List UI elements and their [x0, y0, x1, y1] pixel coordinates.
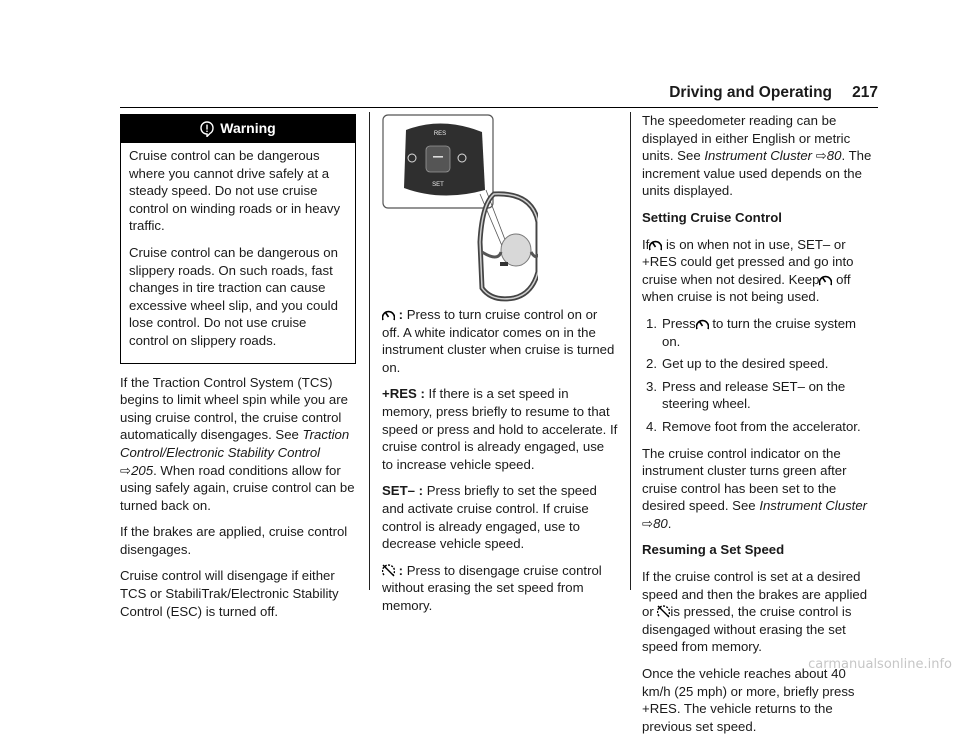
cruise-cancel-icon	[382, 564, 395, 577]
paragraph: Cruise control will disengage if either TCS or StabiliTrak/Electronic Stability Control (ESC) is turned off.	[120, 568, 339, 619]
control-description: : Press to turn cruise control on or off. A white indicator comes on in the instrument cluster when cruise is turned on.	[382, 307, 615, 375]
paragraph: The speedometer reading can be displayed in either English or metric units. See Instrument Cluster ⇨80. The increment value used depends on the units displayed.	[642, 113, 872, 199]
page-ref-icon: ⇨	[642, 515, 654, 531]
control-description: +RES : If there is a set speed in memory, press briefly to resume to that speed or press and hold to accelerate. If cruise control is already engaged, use to increase vehicle speed.	[382, 386, 618, 472]
header-rule	[120, 107, 878, 108]
control-description: : Press to disengage cruise control without erasing the set speed from memory.	[382, 562, 602, 613]
subheading: Setting Cruise Control	[642, 209, 782, 225]
page-reference[interactable]: 205	[131, 462, 154, 478]
warning-text: Cruise control can be dangerous where you cannot drive safely at a steady speed. Do not use cruise control on winding roads or in heavy traffic.	[129, 148, 341, 234]
page-reference[interactable]: 80	[826, 148, 842, 164]
cross-reference[interactable]: Instrument Cluster	[704, 148, 813, 164]
column-1	[120, 112, 356, 629]
list-item: 4. Remove foot from the accelerator.	[646, 418, 861, 434]
page-number: 217	[852, 84, 878, 101]
paragraph: The cruise control indicator on the instrument cluster turns green after cruise control has been set to the desired speed. See Instrument Cluster ⇨80.	[642, 445, 868, 531]
paragraph: If is on when not in use, SET– or +RES could get pressed and go into cruise when not desired. Keep off when cruise is not being used.	[642, 236, 854, 305]
section-title: Driving and Operating	[669, 84, 832, 101]
column-3	[642, 112, 878, 744]
page-reference[interactable]: 80	[653, 515, 668, 531]
paragraph: If the brakes are applied, cruise control disengages.	[120, 524, 348, 557]
cruise-cancel-icon	[657, 605, 670, 618]
set-term: SET– :	[382, 483, 424, 499]
watermark: carmanualsonline.info	[808, 657, 952, 673]
page-ref-icon: ⇨	[120, 462, 132, 478]
list-item: 1. Press to turn the cruise system on.	[646, 315, 857, 349]
page-ref-icon: ⇨	[815, 148, 827, 164]
steps-list	[642, 315, 878, 436]
paragraph: Once the vehicle reaches about 40 km/h (25 mph) or more, briefly press +RES. The vehicle returns to the previous set speed.	[642, 666, 855, 734]
cruise-onoff-icon	[649, 239, 662, 251]
cross-reference[interactable]: Instrument Cluster	[759, 498, 868, 514]
cruise-onoff-icon	[382, 309, 395, 321]
paragraph: If the cruise control is set at a desired speed and then the brakes are applied or is pressed, the cruise control is disengaged without erasing the set speed from memory.	[642, 569, 868, 655]
cruise-onoff-icon	[819, 274, 832, 286]
warning-header	[121, 115, 355, 143]
warning-text: Cruise control can be dangerous on slippery roads. On such roads, fast changes in tire traction can cause excessive wheel slip, and you could lose control. Do not use cruise control on slippery roads.	[129, 244, 338, 348]
cross-reference[interactable]: Traction Control/Electronic Stability Control	[120, 427, 350, 460]
paragraph: If the Traction Control System (TCS) begins to limit wheel spin while you are using cruise control, the cruise control automatically disengages. See Traction Control/Electronic Stability Control ⇨205. When road conditions allow for using safely again, cruise control can be turned back on.	[120, 374, 355, 513]
warning-icon	[200, 121, 214, 137]
subheading: Resuming a Set Speed	[642, 542, 785, 558]
column-divider	[630, 112, 631, 590]
column-divider	[369, 112, 370, 590]
warning-title: Warning	[220, 120, 276, 137]
page-header	[120, 84, 878, 104]
list-item: 2. Get up to the desired speed.	[646, 356, 829, 372]
column-2	[382, 112, 618, 624]
control-description: SET– : Press briefly to set the speed and activate cruise control. If cruise control is already engaged, use to decrease vehicle speed.	[382, 483, 597, 552]
cruise-onoff-icon	[696, 318, 709, 330]
warning-box	[120, 114, 356, 364]
list-item: 3. Press and release SET– on the steering wheel.	[646, 378, 846, 412]
steering-wheel-illustration	[382, 112, 538, 302]
res-label: RES	[433, 131, 447, 137]
steering-wheel-figure	[382, 112, 538, 302]
set-label: SET	[432, 182, 444, 188]
res-term: +RES :	[382, 386, 425, 402]
